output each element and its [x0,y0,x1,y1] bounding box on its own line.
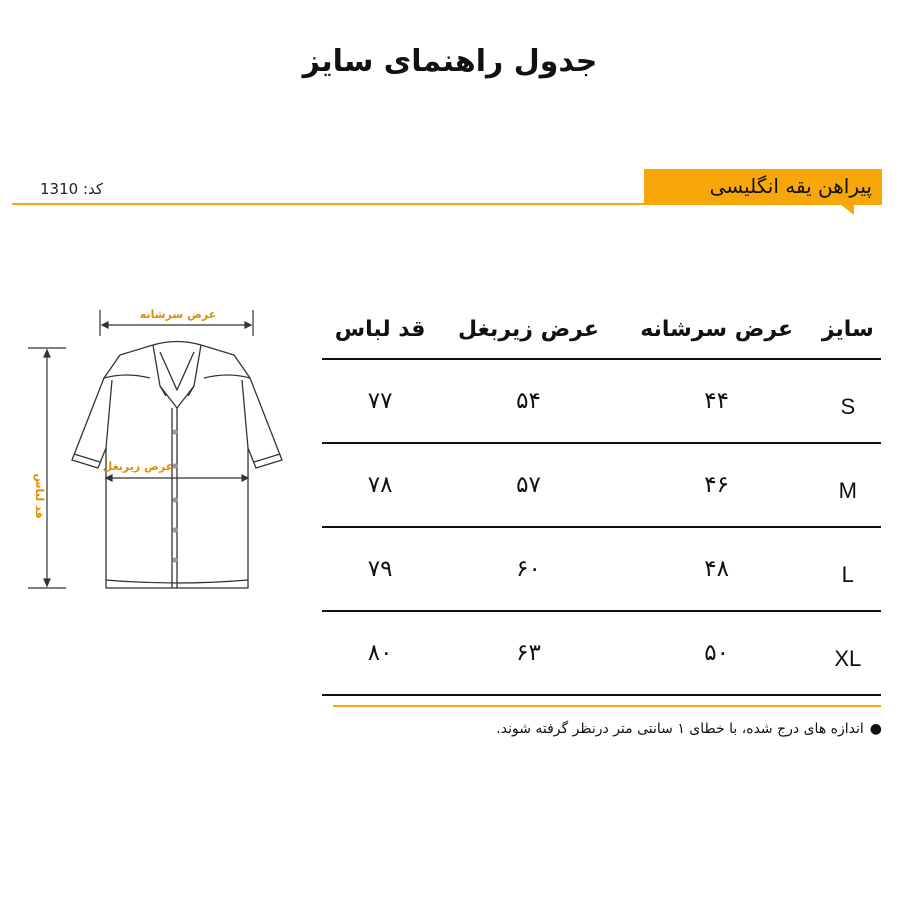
header-size: سایز [815,300,881,359]
header-shoulder: عرض سرشانه [619,300,815,359]
product-code [40,180,103,198]
shoulder-cell: ۴۶ [619,443,815,527]
table-row [322,443,881,527]
table-row [322,527,881,611]
length-cell: ۷۷ [322,359,438,443]
shirt-diagram [20,300,300,600]
table-row [322,359,881,443]
length-cell: ۷۸ [322,443,438,527]
size-table [322,300,881,696]
footer-rule [333,705,881,707]
header-rule [12,203,644,205]
product-tag [644,169,882,205]
product-code-label: کد: [82,180,104,198]
product-tag-pointer [840,204,854,215]
size-cell: L [815,527,881,611]
table-header-row [322,300,881,359]
length-cell: ۷۹ [322,527,438,611]
header-length: قد لباس [322,300,438,359]
header-chest: عرض زیربغل [438,300,619,359]
chest-cell: ۵۷ [438,443,619,527]
table-row [322,611,881,695]
chest-cell: ۵۴ [438,359,619,443]
size-cell: XL [815,611,881,695]
shoulder-cell: ۴۸ [619,527,815,611]
shoulder-cell: ۴۴ [619,359,815,443]
size-cell: S [815,359,881,443]
chest-cell: ۶۳ [438,611,619,695]
product-code-value: 1310 [40,180,79,198]
length-label: قد لباس [33,473,46,519]
measurement-note [496,721,882,737]
size-cell: M [815,443,881,527]
length-measure-line [28,348,66,588]
bullet-icon: ● [869,721,882,737]
length-cell: ۸۰ [322,611,438,695]
shirt-illustration [20,300,300,600]
product-name: پیراهن یقه انگلیسی [709,174,872,198]
page-title: جدول راهنمای سایز [302,44,598,79]
shoulder-width-label: عرض سرشانه [139,308,217,321]
chest-cell: ۶۰ [438,527,619,611]
note-text: اندازه های درج شده، با خطای ۱ سانتی متر درنظر گرفته شوند. [496,721,864,737]
shoulder-cell: ۵۰ [619,611,815,695]
chest-width-label: عرض زیربغل [102,460,174,473]
